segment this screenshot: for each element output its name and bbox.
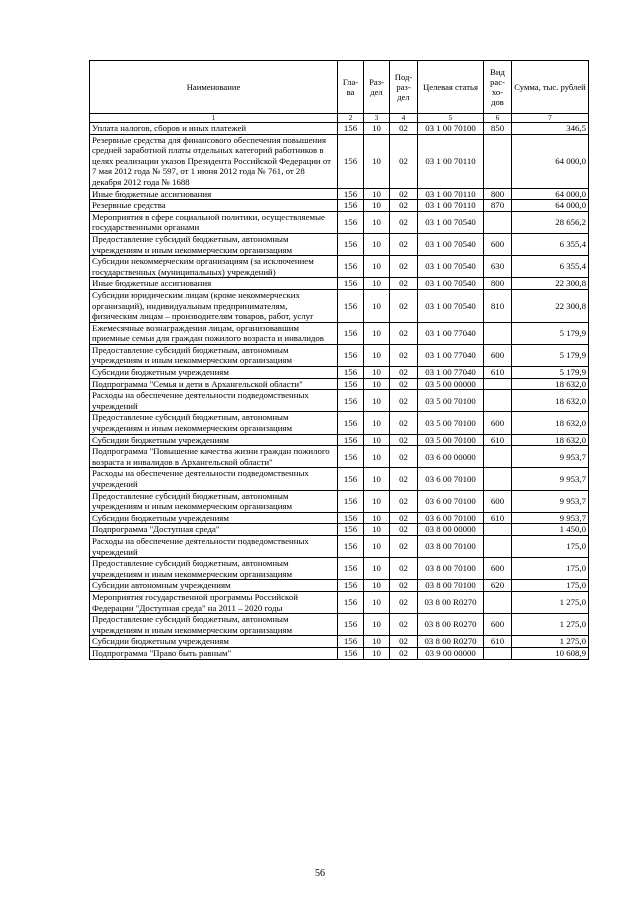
cell-vid: 800 (484, 278, 512, 290)
cell-razdel: 10 (364, 636, 390, 648)
cell-target: 03 8 00 70100 (418, 535, 484, 557)
cell-name: Субсидии некоммерческим организациям (за исключением государственных (муниципальных) учреждений) (90, 256, 338, 278)
cell-glava: 156 (338, 278, 364, 290)
cell-vid (484, 211, 512, 233)
cell-sum: 18 632,0 (512, 412, 589, 434)
column-number: 4 (390, 114, 418, 123)
cell-sum: 6 355,4 (512, 256, 589, 278)
cell-target: 03 5 00 70100 (418, 390, 484, 412)
column-number: 5 (418, 114, 484, 123)
cell-glava: 156 (338, 200, 364, 212)
cell-glava: 156 (338, 256, 364, 278)
cell-target: 03 8 00 R0270 (418, 636, 484, 648)
table-row (90, 367, 589, 379)
cell-sum: 9 953,7 (512, 512, 589, 524)
cell-vid: 600 (484, 490, 512, 512)
cell-glava: 156 (338, 289, 364, 322)
cell-podrazdel: 02 (390, 647, 418, 659)
cell-sum: 1 450,0 (512, 524, 589, 536)
cell-razdel: 10 (364, 446, 390, 468)
cell-vid (484, 446, 512, 468)
cell-target: 03 9 00 00000 (418, 647, 484, 659)
cell-target: 03 8 00 70100 (418, 558, 484, 580)
cell-glava: 156 (338, 558, 364, 580)
cell-vid: 600 (484, 558, 512, 580)
cell-target: 03 1 00 70540 (418, 278, 484, 290)
cell-razdel: 10 (364, 558, 390, 580)
cell-podrazdel: 02 (390, 390, 418, 412)
cell-vid: 610 (484, 434, 512, 446)
cell-razdel: 10 (364, 434, 390, 446)
cell-name: Мероприятия в сфере социальной политики, осуществляемые государственными органами (90, 211, 338, 233)
cell-razdel: 10 (364, 322, 390, 344)
cell-vid: 870 (484, 200, 512, 212)
cell-sum: 175,0 (512, 535, 589, 557)
cell-sum: 6 355,4 (512, 233, 589, 255)
cell-target: 03 8 00 70100 (418, 580, 484, 592)
cell-sum: 346,5 (512, 123, 589, 135)
cell-target: 03 1 00 70100 (418, 123, 484, 135)
cell-sum: 175,0 (512, 580, 589, 592)
cell-sum: 64 000,0 (512, 134, 589, 188)
cell-sum: 22 300,8 (512, 278, 589, 290)
table-row (90, 636, 589, 648)
cell-target: 03 8 00 R0270 (418, 614, 484, 636)
cell-glava: 156 (338, 344, 364, 366)
cell-podrazdel: 02 (390, 200, 418, 212)
cell-razdel: 10 (364, 412, 390, 434)
cell-razdel: 10 (364, 390, 390, 412)
cell-target: 03 5 00 00000 (418, 378, 484, 390)
cell-target: 03 8 00 R0270 (418, 591, 484, 613)
cell-vid: 850 (484, 123, 512, 135)
cell-razdel: 10 (364, 468, 390, 490)
cell-sum: 22 300,8 (512, 289, 589, 322)
header-glava: Гла-ва (338, 61, 364, 114)
cell-razdel: 10 (364, 591, 390, 613)
cell-name: Расходы на обеспечение деятельности подведомственных учреждений (90, 390, 338, 412)
cell-target: 03 1 00 70110 (418, 134, 484, 188)
cell-razdel: 10 (364, 647, 390, 659)
column-number: 1 (90, 114, 338, 123)
table-row (90, 390, 589, 412)
cell-glava: 156 (338, 233, 364, 255)
cell-razdel: 10 (364, 233, 390, 255)
table-row (90, 233, 589, 255)
cell-vid: 630 (484, 256, 512, 278)
cell-podrazdel: 02 (390, 636, 418, 648)
table-row (90, 446, 589, 468)
header-podrazdel: Под-раз-дел (390, 61, 418, 114)
cell-vid: 610 (484, 512, 512, 524)
table-row (90, 322, 589, 344)
cell-sum: 5 179,9 (512, 344, 589, 366)
cell-name: Резервные средства (90, 200, 338, 212)
cell-razdel: 10 (364, 580, 390, 592)
cell-sum: 1 275,0 (512, 614, 589, 636)
cell-vid: 600 (484, 614, 512, 636)
cell-target: 03 1 00 70540 (418, 211, 484, 233)
cell-vid (484, 535, 512, 557)
cell-name: Субсидии бюджетным учреждениям (90, 434, 338, 446)
table-row (90, 434, 589, 446)
column-number: 7 (512, 114, 589, 123)
cell-target: 03 1 00 77040 (418, 344, 484, 366)
cell-podrazdel: 02 (390, 468, 418, 490)
cell-name: Предоставление субсидий бюджетным, автономным учреждениям и иным некоммерческим организациям (90, 614, 338, 636)
cell-sum: 9 953,7 (512, 490, 589, 512)
cell-sum: 9 953,7 (512, 468, 589, 490)
cell-razdel: 10 (364, 123, 390, 135)
column-number-row (90, 114, 589, 123)
cell-sum: 10 608,9 (512, 647, 589, 659)
cell-target: 03 5 00 70100 (418, 412, 484, 434)
cell-name: Расходы на обеспечение деятельности подведомственных учреждений (90, 535, 338, 557)
cell-glava: 156 (338, 412, 364, 434)
cell-podrazdel: 02 (390, 322, 418, 344)
cell-glava: 156 (338, 446, 364, 468)
cell-sum: 1 275,0 (512, 591, 589, 613)
header-sum: Сумма, тыс. рублей (512, 61, 589, 114)
table-row (90, 412, 589, 434)
cell-vid: 600 (484, 344, 512, 366)
cell-podrazdel: 02 (390, 123, 418, 135)
cell-vid: 620 (484, 580, 512, 592)
cell-vid: 600 (484, 412, 512, 434)
table-row (90, 524, 589, 536)
cell-name: Субсидии бюджетным учреждениям (90, 512, 338, 524)
cell-sum: 28 656,2 (512, 211, 589, 233)
cell-podrazdel: 02 (390, 580, 418, 592)
cell-name: Предоставление субсидий бюджетным, автономным учреждениям и иным некоммерческим организациям (90, 412, 338, 434)
cell-glava: 156 (338, 591, 364, 613)
cell-target: 03 1 00 70110 (418, 200, 484, 212)
column-number: 2 (338, 114, 364, 123)
cell-name: Субсидии бюджетным учреждениям (90, 636, 338, 648)
cell-glava: 156 (338, 123, 364, 135)
cell-glava: 156 (338, 211, 364, 233)
cell-vid (484, 468, 512, 490)
cell-razdel: 10 (364, 524, 390, 536)
cell-name: Подпрограмма "Повышение качества жизни граждан пожилого возраста и инвалидов в Архангельской области" (90, 446, 338, 468)
table-row (90, 200, 589, 212)
cell-sum: 1 275,0 (512, 636, 589, 648)
cell-target: 03 1 00 70540 (418, 256, 484, 278)
cell-podrazdel: 02 (390, 211, 418, 233)
cell-razdel: 10 (364, 278, 390, 290)
cell-target: 03 6 00 00000 (418, 446, 484, 468)
cell-name: Мероприятия государственной программы Российской Федерации "Доступная среда" на 2011 – 2020 годы (90, 591, 338, 613)
table-row (90, 468, 589, 490)
cell-glava: 156 (338, 647, 364, 659)
budget-table (89, 60, 589, 660)
table-row (90, 123, 589, 135)
table-row (90, 580, 589, 592)
table-row (90, 378, 589, 390)
cell-podrazdel: 02 (390, 378, 418, 390)
cell-razdel: 10 (364, 535, 390, 557)
cell-vid (484, 390, 512, 412)
cell-glava: 156 (338, 390, 364, 412)
cell-name: Ежемесячные вознаграждения лицам, организовавшим приемные семьи для граждан пожилого возраста и инвалидов (90, 322, 338, 344)
cell-podrazdel: 02 (390, 256, 418, 278)
table-row (90, 289, 589, 322)
cell-name: Субсидии автономным учреждениям (90, 580, 338, 592)
cell-glava: 156 (338, 512, 364, 524)
cell-podrazdel: 02 (390, 512, 418, 524)
cell-name: Субсидии бюджетным учреждениям (90, 367, 338, 379)
cell-sum: 64 000,0 (512, 200, 589, 212)
header-target: Целевая статья (418, 61, 484, 114)
cell-podrazdel: 02 (390, 367, 418, 379)
header-row (90, 61, 589, 114)
table-row (90, 188, 589, 200)
cell-vid: 600 (484, 233, 512, 255)
cell-name: Субсидии юридическим лицам (кроме некоммерческих организаций), индивидуальным предпринимателям, физическим лицам – производителям товаров, работ, услуг (90, 289, 338, 322)
cell-glava: 156 (338, 322, 364, 344)
cell-razdel: 10 (364, 134, 390, 188)
cell-razdel: 10 (364, 367, 390, 379)
table-row (90, 512, 589, 524)
cell-target: 03 1 00 77040 (418, 322, 484, 344)
cell-vid: 800 (484, 188, 512, 200)
table-row (90, 558, 589, 580)
cell-vid (484, 134, 512, 188)
cell-razdel: 10 (364, 256, 390, 278)
column-number: 3 (364, 114, 390, 123)
cell-name: Подпрограмма "Право быть равным" (90, 647, 338, 659)
cell-podrazdel: 02 (390, 490, 418, 512)
cell-podrazdel: 02 (390, 233, 418, 255)
cell-name: Предоставление субсидий бюджетным, автономным учреждениям и иным некоммерческим организациям (90, 233, 338, 255)
cell-vid (484, 591, 512, 613)
table-row (90, 134, 589, 188)
cell-razdel: 10 (364, 200, 390, 212)
table-row (90, 211, 589, 233)
table-row (90, 344, 589, 366)
cell-vid (484, 378, 512, 390)
cell-podrazdel: 02 (390, 188, 418, 200)
cell-name: Иные бюджетные ассигнования (90, 278, 338, 290)
cell-razdel: 10 (364, 188, 390, 200)
cell-podrazdel: 02 (390, 524, 418, 536)
cell-sum: 64 000,0 (512, 188, 589, 200)
cell-name: Иные бюджетные ассигнования (90, 188, 338, 200)
cell-podrazdel: 02 (390, 412, 418, 434)
cell-razdel: 10 (364, 289, 390, 322)
cell-razdel: 10 (364, 378, 390, 390)
column-number: 6 (484, 114, 512, 123)
cell-glava: 156 (338, 490, 364, 512)
cell-vid: 610 (484, 636, 512, 648)
cell-target: 03 1 00 70540 (418, 289, 484, 322)
cell-podrazdel: 02 (390, 535, 418, 557)
cell-sum: 175,0 (512, 558, 589, 580)
table-row (90, 614, 589, 636)
header-name: Наименование (90, 61, 338, 114)
cell-razdel: 10 (364, 211, 390, 233)
cell-target: 03 8 00 00000 (418, 524, 484, 536)
cell-name: Подпрограмма "Семья и дети в Архангельской области" (90, 378, 338, 390)
cell-glava: 156 (338, 434, 364, 446)
cell-name: Резервные средства для финансового обеспечения повышения средней заработной платы отдельных категорий работников в целях реализации указов Президента Российской Федерации от 7 мая 2012 года № 597, от 1 июня 2012 года № 761, от 28 декабря 2012 года № 1688 (90, 134, 338, 188)
cell-sum: 5 179,9 (512, 367, 589, 379)
cell-target: 03 6 00 70100 (418, 490, 484, 512)
table-row (90, 647, 589, 659)
cell-podrazdel: 02 (390, 446, 418, 468)
cell-glava: 156 (338, 580, 364, 592)
cell-podrazdel: 02 (390, 614, 418, 636)
table-row (90, 490, 589, 512)
cell-podrazdel: 02 (390, 134, 418, 188)
cell-glava: 156 (338, 614, 364, 636)
cell-podrazdel: 02 (390, 591, 418, 613)
header-razdel: Раз-дел (364, 61, 390, 114)
cell-sum: 5 179,9 (512, 322, 589, 344)
cell-sum: 9 953,7 (512, 446, 589, 468)
cell-target: 03 6 00 70100 (418, 468, 484, 490)
cell-vid (484, 322, 512, 344)
cell-glava: 156 (338, 524, 364, 536)
cell-glava: 156 (338, 636, 364, 648)
cell-name: Подпрограмма "Доступная среда" (90, 524, 338, 536)
cell-podrazdel: 02 (390, 434, 418, 446)
cell-target: 03 1 00 77040 (418, 367, 484, 379)
table-body (90, 123, 589, 660)
cell-sum: 18 632,0 (512, 390, 589, 412)
cell-name: Уплата налогов, сборов и иных платежей (90, 123, 338, 135)
cell-vid (484, 524, 512, 536)
cell-razdel: 10 (364, 512, 390, 524)
cell-vid: 810 (484, 289, 512, 322)
cell-target: 03 6 00 70100 (418, 512, 484, 524)
cell-podrazdel: 02 (390, 289, 418, 322)
cell-glava: 156 (338, 468, 364, 490)
table-row (90, 535, 589, 557)
cell-name: Предоставление субсидий бюджетным, автономным учреждениям и иным некоммерческим организациям (90, 490, 338, 512)
cell-razdel: 10 (364, 614, 390, 636)
table-row (90, 256, 589, 278)
cell-name: Расходы на обеспечение деятельности подведомственных учреждений (90, 468, 338, 490)
cell-glava: 156 (338, 535, 364, 557)
cell-glava: 156 (338, 378, 364, 390)
cell-target: 03 5 00 70100 (418, 434, 484, 446)
page-number: 56 (315, 868, 325, 879)
cell-podrazdel: 02 (390, 278, 418, 290)
cell-glava: 156 (338, 134, 364, 188)
cell-glava: 156 (338, 367, 364, 379)
cell-target: 03 1 00 70540 (418, 233, 484, 255)
cell-podrazdel: 02 (390, 344, 418, 366)
cell-sum: 18 632,0 (512, 434, 589, 446)
table-row (90, 591, 589, 613)
table-row (90, 278, 589, 290)
cell-name: Предоставление субсидий бюджетным, автономным учреждениям и иным некоммерческим организациям (90, 344, 338, 366)
cell-vid: 610 (484, 367, 512, 379)
cell-podrazdel: 02 (390, 558, 418, 580)
header-vid: Вид рас-хо-дов (484, 61, 512, 114)
cell-name: Предоставление субсидий бюджетным, автономным учреждениям и иным некоммерческим организациям (90, 558, 338, 580)
cell-glava: 156 (338, 188, 364, 200)
cell-target: 03 1 00 70110 (418, 188, 484, 200)
cell-razdel: 10 (364, 490, 390, 512)
cell-razdel: 10 (364, 344, 390, 366)
cell-sum: 18 632,0 (512, 378, 589, 390)
cell-vid (484, 647, 512, 659)
